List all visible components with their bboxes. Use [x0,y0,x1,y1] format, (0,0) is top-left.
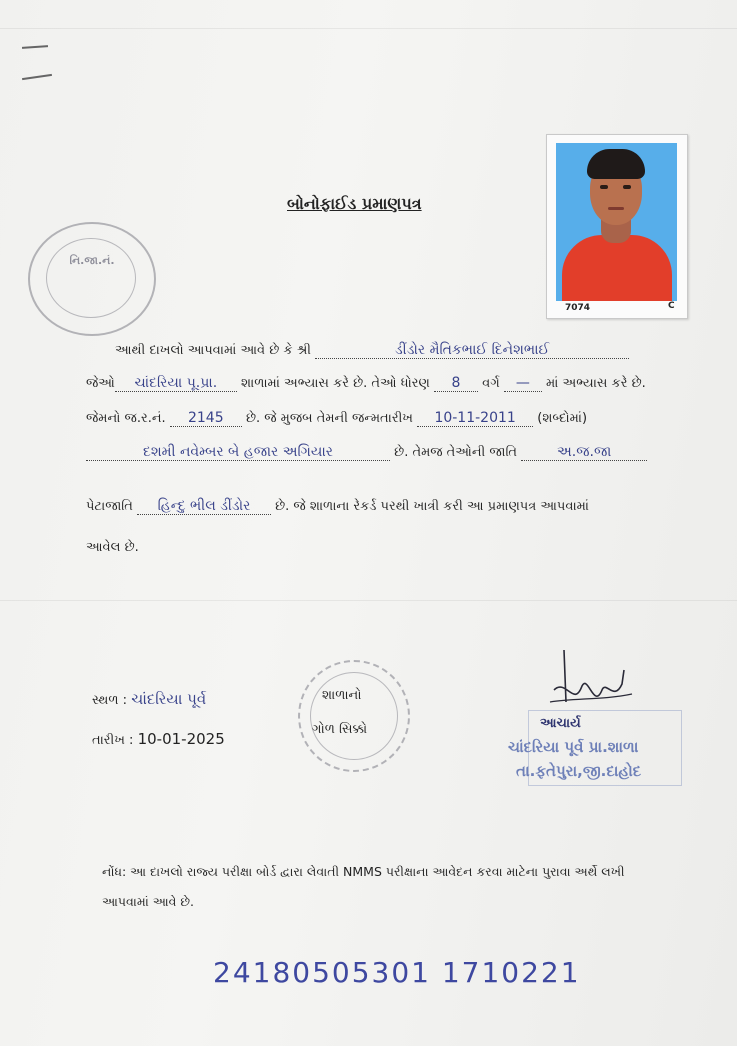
division-value: — [504,375,542,392]
body-line-2 [86,375,646,392]
body-line-1 [115,342,629,359]
place-label: સ્થળ : [92,693,128,708]
left-seal-stamp [28,222,156,336]
line3-middle: છે. જે મુજબ તેમની જન્મતારીખ [245,411,413,426]
round-stamp-line-1: શાળાનો [322,688,362,703]
principal-school-line: ચાંદરિયા પૂર્વ પ્રા.શાળા [508,738,639,756]
photo-letter: C [668,301,675,311]
date-label: તારીખ : [92,733,134,748]
round-stamp-line-2: ગોળ સિક્કો [312,722,368,737]
body-line-6 [86,540,139,555]
certificate-title: બોનોફાઈડ પ્રમાણપત્ર [287,194,422,213]
class-label: વર્ગ [482,376,500,391]
line2-suffix: માં અભ્યાસ કરે છે. [545,376,646,391]
body-line-3 [86,410,587,427]
date-value: 10-01-2025 [137,730,225,748]
line3-suffix: (શબ્દોમાં) [537,411,588,426]
standard-value: 8 [434,375,478,392]
line2-middle: શાળામાં અભ્યાસ કરે છે. તેઓ ધોરણ [240,376,430,391]
line3-prefix: જેમનો જ.ર.નં. [86,411,166,426]
corner-mark [22,74,52,80]
student-photo-frame [546,134,688,319]
principal-label: આચાર્ય [540,716,581,731]
school-name: ચાંદરિયા પૂ.પ્રા. [115,375,237,392]
date-row [92,730,225,748]
line6-text: આવેલ છે. [86,540,139,555]
corner-mark [22,45,48,49]
gr-number: 2145 [170,410,242,427]
body-line-4 [86,444,647,461]
handwritten-number: 24180505301 1710221 [213,956,581,989]
place-value: ચાંદરિયા પૂર્વ [131,690,207,708]
line1-prefix: આથી દાખલો આપવામાં આવે છે કે શ્રી [115,343,312,358]
birth-date: 10-11-2011 [417,410,533,427]
body-line-5 [86,498,589,515]
note-line-2: આપવામાં આવે છે. [102,894,195,909]
photo-number: 7074 [565,303,591,313]
student-photo [556,143,677,301]
line2-prefix: જેઓ [86,376,115,391]
student-name: ડીંડોર મૈતિકભાઈ દિનેશભાઈ [315,342,629,359]
sub-caste-value: હિન્દુ ભીલ ડીંડોર [137,498,271,515]
round-school-stamp [298,660,410,772]
line5-prefix: પેટાજાતિ [86,499,133,514]
stamp-label: નિ.જા.નં. [69,254,115,267]
principal-taluka-line: તા.ફતેપુરા,જી.દાહોદ [516,762,642,780]
birth-date-in-words: દશમી નવેમ્બર બે હજાર અગિયાર [86,444,390,461]
line4-middle: છે. તેમજ તેઓની જાતિ [394,445,517,460]
line5-suffix: છે. જે શાળાના રેકર્ડ પરથી ખાત્રી કરી આ પ્રમાણપત્ર આપવામાં [275,499,589,514]
caste-value: અ.જ.જા [521,444,647,461]
note-line-1: નોંધ: આ દાખલો રાજ્ય પરીક્ષા બોર્ડ દ્વારા લેવાતી NMMS પરીક્ષાના આવેદન કરવા માટેના પુરાવા અર્થે લખી [102,864,625,879]
place-row [92,690,206,708]
